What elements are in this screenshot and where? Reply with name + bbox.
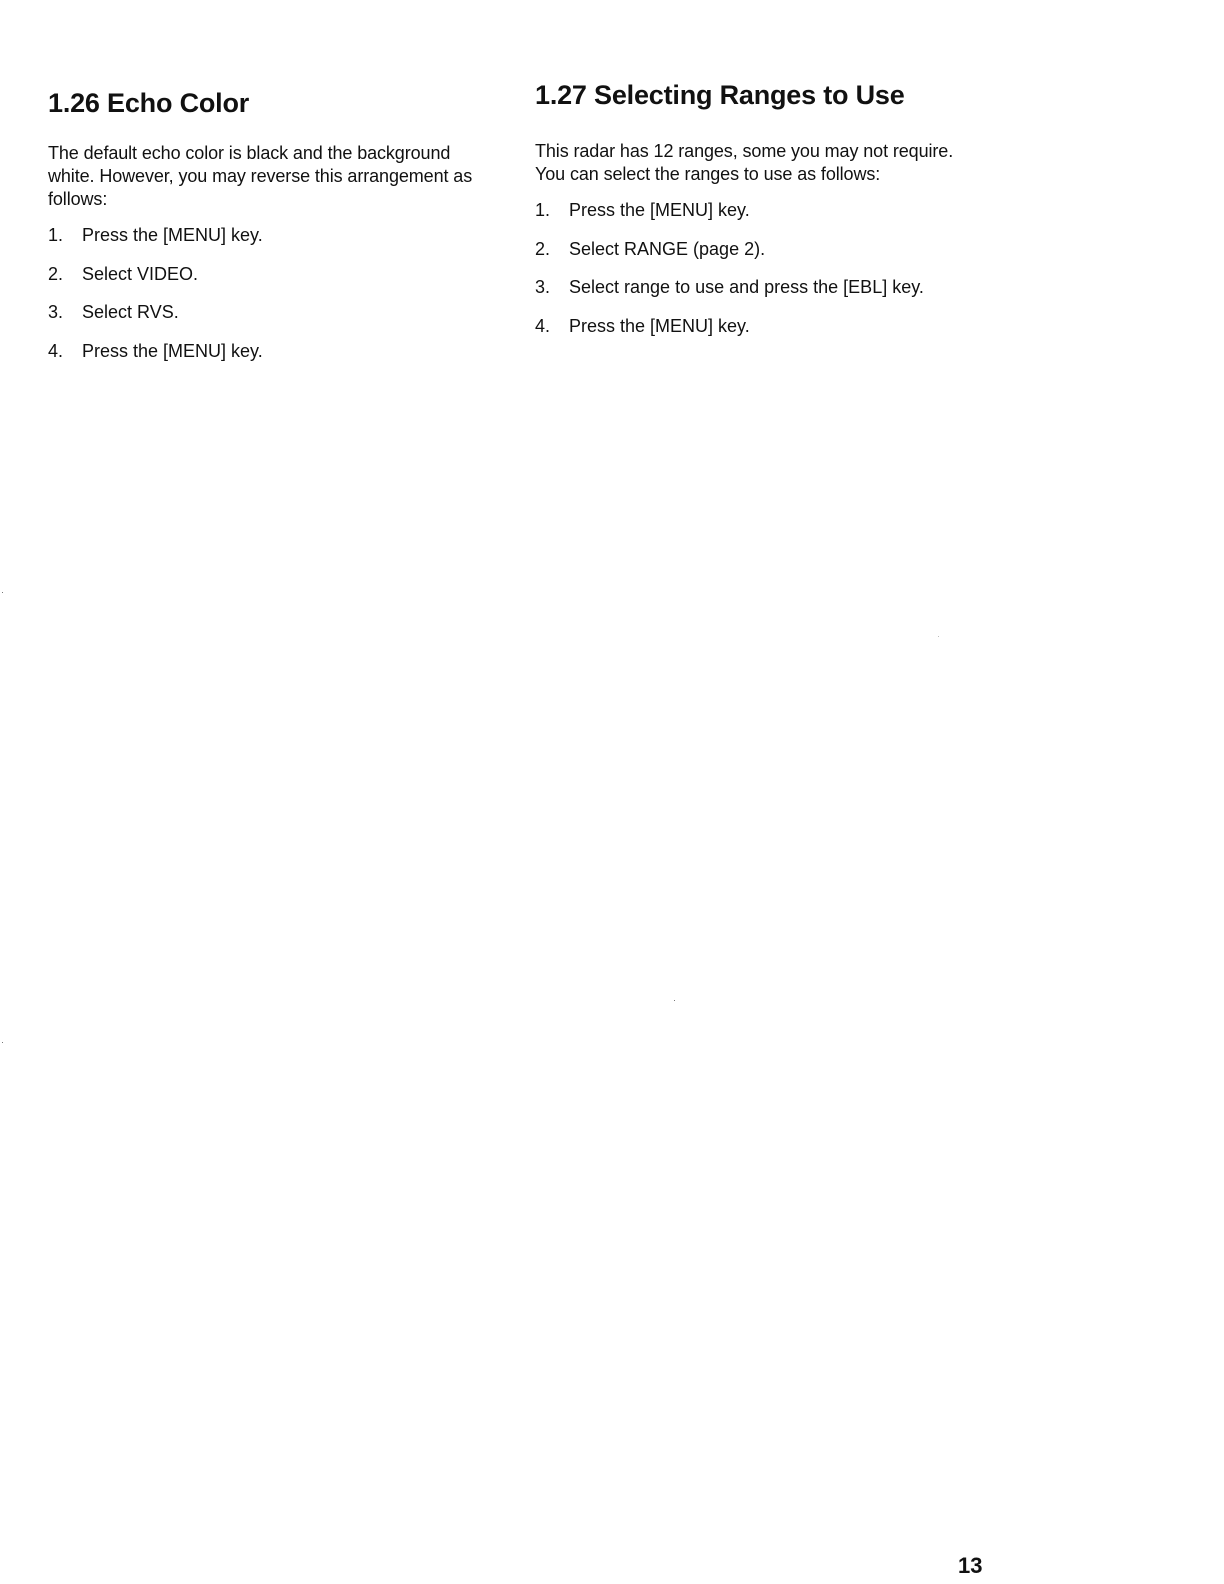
step-number: 1. xyxy=(535,200,551,220)
step-item xyxy=(535,275,1005,314)
step-text: Press the [MENU] key. xyxy=(569,315,750,336)
step-item xyxy=(48,223,488,262)
step-item xyxy=(535,237,1005,276)
step-number: 3. xyxy=(48,302,64,322)
step-number: 4. xyxy=(535,315,551,336)
step-number: 2. xyxy=(535,238,551,259)
section-title: 1.27 Selecting Ranges to Use xyxy=(535,80,905,110)
page-number: 13 xyxy=(958,1553,983,1578)
step-text: Select VIDEO. xyxy=(82,263,199,284)
step-number: 2. xyxy=(48,263,64,284)
section-echo-color xyxy=(48,80,488,377)
step-text: Select RANGE (page 2). xyxy=(569,238,766,259)
step-text: Select range to use and press the [EBL] key. xyxy=(569,277,924,297)
step-number: 1. xyxy=(48,225,64,245)
step-text: Press the [MENU] key. xyxy=(569,200,750,220)
step-item xyxy=(48,339,488,378)
step-text: Press the [MENU] key. xyxy=(82,340,263,361)
step-item xyxy=(535,314,1005,353)
step-text: Select RVS. xyxy=(82,302,179,322)
scan-speck xyxy=(2,1042,3,1043)
scan-speck xyxy=(938,636,939,637)
step-number: 3. xyxy=(535,277,551,297)
step-list xyxy=(48,223,488,377)
scan-speck xyxy=(2,592,3,593)
step-number: 4. xyxy=(48,340,64,361)
step-item xyxy=(48,300,488,339)
scan-speck xyxy=(674,1000,675,1001)
section-intro: This radar has 12 ranges, some you may not require. You can select the ranges to use as follows: xyxy=(535,141,954,184)
section-intro: The default echo color is black and the background white. However, you may reverse this arrangement as follows: xyxy=(48,143,473,209)
step-item xyxy=(535,198,1005,237)
step-item xyxy=(48,262,488,301)
step-list xyxy=(535,198,1005,352)
section-title: 1.26 Echo Color xyxy=(48,88,250,118)
section-selecting-ranges xyxy=(535,78,1005,352)
step-text: Press the [MENU] key. xyxy=(82,225,263,245)
